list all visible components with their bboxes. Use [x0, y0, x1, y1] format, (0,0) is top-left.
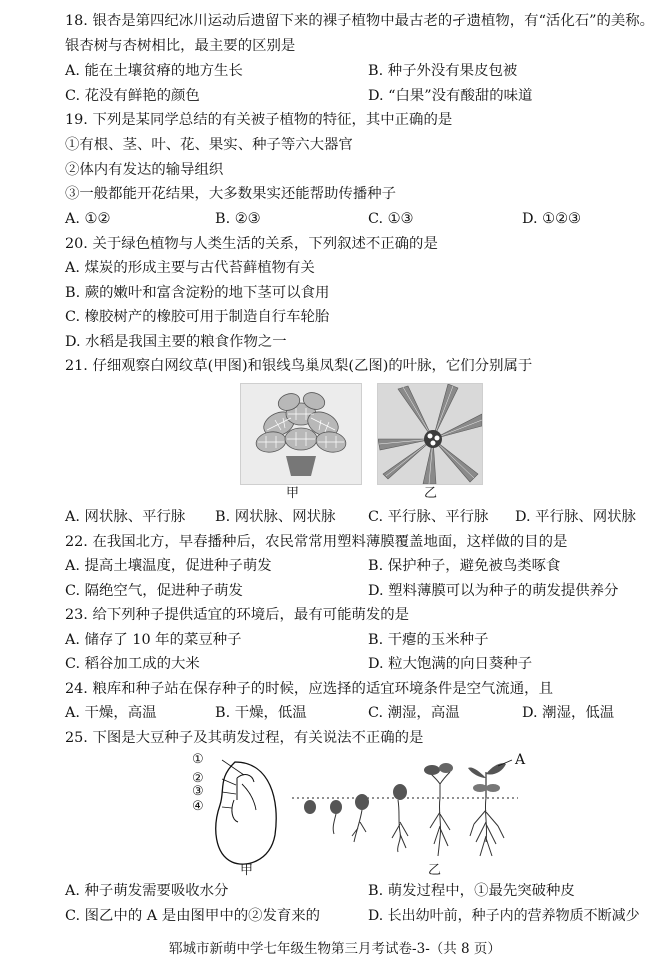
q24-option-d: D. 潮湿，低温 [522, 705, 615, 721]
q21-option-a: A. 网状脉、平行脉 [65, 509, 186, 525]
q18-option-a: A. 能在土壤贫瘠的地方生长 [65, 63, 243, 79]
q24-option-a: A. 干燥，高温 [65, 705, 157, 721]
q24-option-b: B. 干燥，低温 [215, 705, 307, 721]
seed-marker-3: ③ [192, 784, 204, 799]
q18-option-d: D. “白果”没有酸甜的味道 [368, 88, 533, 104]
q23-option-c: C. 稻谷加工成的大米 [65, 656, 200, 672]
q23-stem: 23. 给下列种子提供适宜的环境后，最有可能萌发的是 [65, 607, 410, 623]
q25-option-a: A. 种子萌发需要吸收水分 [65, 883, 229, 899]
q20-option-a: A. 煤炭的形成主要与古代苔藓植物有关 [65, 260, 315, 276]
q20-stem: 20. 关于绿色植物与人类生活的关系，下列叙述不正确的是 [65, 236, 438, 252]
fittonia-plant-icon [241, 384, 361, 484]
q18-option-c: C. 花没有鲜艳的颜色 [65, 88, 200, 104]
q24-option-c: C. 潮湿，高温 [368, 705, 460, 721]
q25-stem: 25. 下图是大豆种子及其萌发过程，有关说法不正确的是 [65, 730, 424, 746]
q21-caption-jia: 甲 [286, 486, 300, 501]
q18-stem-line1: 18. 银杏是第四纪冰川运动后遗留下来的裸子植物中最古老的孑遗植物，有“活化石”的美称。 [65, 13, 655, 29]
q24-stem: 24. 粮库和种子站在保存种子的时候，应选择的适宜环境条件是空气流通，且 [65, 681, 553, 697]
germination-sequence-diagram [290, 752, 520, 862]
seed-marker-1: ① [192, 752, 204, 767]
q25-option-b: B. 萌发过程中，①最先突破种皮 [368, 883, 575, 899]
q22-option-a: A. 提高土壤温度，促进种子萌发 [65, 558, 272, 574]
q18-option-b: B. 种子外没有果皮包被 [368, 63, 518, 79]
bromeliad-photo [377, 383, 483, 485]
q23-option-b: B. 干瘪的玉米种子 [368, 632, 489, 648]
q22-option-d: D. 塑料薄膜可以为种子的萌发提供养分 [368, 583, 619, 599]
q19-option-d: D. ①②③ [522, 211, 581, 227]
q19-item-2: ②体内有发达的输导组织 [65, 162, 224, 178]
q19-item-1: ①有根、茎、叶、花、果实、种子等六大器官 [65, 137, 353, 153]
q19-item-3: ③一般都能开花结果，大多数果实还能帮助传播种子 [65, 186, 396, 202]
q21-caption-yi: 乙 [424, 486, 438, 501]
q25-caption-jia: 甲 [240, 863, 254, 878]
q20-option-d: D. 水稻是我国主要的粮食作物之一 [65, 334, 287, 350]
q25-option-c: C. 图乙中的 A 是由图甲中的②发育来的 [65, 908, 321, 924]
q25-option-d: D. 长出幼叶前，种子内的营养物质不断减少 [368, 908, 640, 924]
q22-stem: 22. 在我国北方，早春播种后，农民常常用塑料薄膜覆盖地面，这样做的目的是 [65, 534, 568, 550]
page-footer: 郓城市新萌中学七年级生物第三月考试卷-3-（共 8 页） [169, 941, 501, 957]
q19-option-b: B. ②③ [215, 211, 261, 227]
seed-marker-2: ② [192, 771, 204, 786]
fittonia-photo [240, 383, 362, 485]
q22-option-c: C. 隔绝空气，促进种子萌发 [65, 583, 243, 599]
q21-stem: 21. 仔细观察白网纹草(甲图)和银线鸟巢凤梨(乙图)的叶脉，它们分别属于 [65, 358, 533, 374]
q18-stem-line2: 银杏树与杏树相比，最主要的区别是 [65, 38, 296, 54]
q22-option-b: B. 保护种子，避免被鸟类啄食 [368, 558, 561, 574]
q21-option-b: B. 网状脉、网状脉 [215, 509, 336, 525]
q25-label-a: A [515, 752, 526, 768]
q21-option-c: C. 平行脉、平行脉 [368, 509, 489, 525]
q19-option-a: A. ①② [65, 211, 111, 227]
seed-marker-4: ④ [192, 799, 204, 814]
q21-option-d: D. 平行脉、网状脉 [515, 509, 636, 525]
q25-caption-yi: 乙 [428, 863, 442, 878]
q23-option-a: A. 储存了 10 年的菜豆种子 [65, 632, 242, 648]
q23-option-d: D. 粒大饱满的向日葵种子 [368, 656, 533, 672]
bromeliad-plant-icon [378, 384, 482, 484]
soybean-seed-diagram [190, 750, 290, 875]
q20-option-b: B. 蕨的嫩叶和富含淀粉的地下茎可以食用 [65, 285, 330, 301]
q19-option-c: C. ①③ [368, 211, 414, 227]
q20-option-c: C. 橡胶树产的橡胶可用于制造自行车轮胎 [65, 309, 330, 325]
q19-stem: 19. 下列是某同学总结的有关被子植物的特征，其中正确的是 [65, 112, 453, 128]
